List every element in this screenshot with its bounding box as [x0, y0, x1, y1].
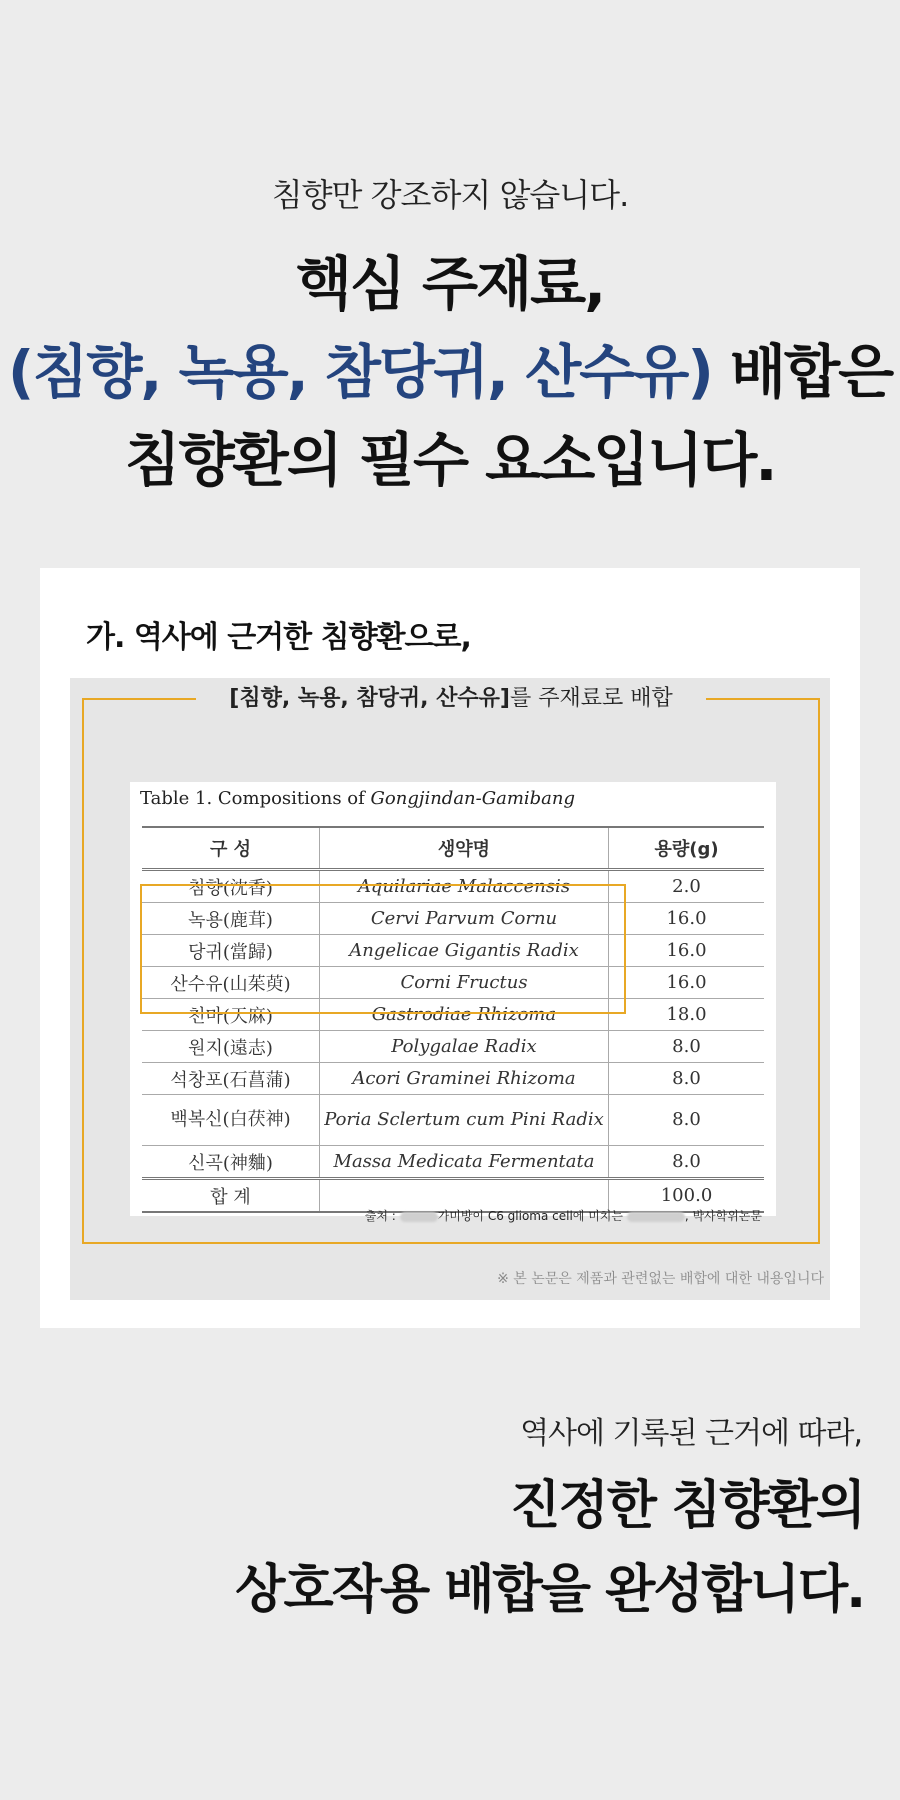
cell-name: 산수유(山茱萸): [142, 967, 320, 999]
cell-name: 침향(沈香): [142, 870, 320, 903]
card-title: 가. 역사에 근거한 침향환으로,: [86, 620, 471, 655]
frame-title-ingredients: [침향, 녹용, 참당귀, 산수유]: [229, 686, 510, 711]
headline-line-1: 핵심 주재료,: [295, 250, 605, 318]
table-row: [142, 1031, 764, 1063]
closing-headline: [235, 1464, 864, 1632]
redacted-text: [627, 1212, 685, 1222]
table-caption-title: Gongjindan-Gamibang: [370, 788, 576, 809]
cell-name: 신곡(神麯): [142, 1146, 320, 1179]
cell-name: 원지(遠志): [142, 1031, 320, 1063]
cell-name: 녹용(鹿茸): [142, 903, 320, 935]
cell-dose: 8.0: [609, 1031, 765, 1063]
total-value: 100.0: [609, 1179, 765, 1213]
column-header: 생약명: [320, 827, 609, 870]
cell-latin: Aquilariae Malaccensis: [320, 870, 609, 903]
cell-dose: 8.0: [609, 1146, 765, 1179]
headline-ingredients: (침향, 녹용, 참당귀, 산수유): [7, 338, 712, 406]
closing-line-1: 진정한 침향환의: [510, 1476, 864, 1536]
cell-name: 석창포(石菖蒲): [142, 1063, 320, 1095]
closing-intro: 역사에 기록된 근거에 따라,: [520, 1416, 862, 1451]
closing-line-2: 상호작용 배합을 완성합니다.: [235, 1560, 864, 1620]
kicker-text: 침향만 강조하지 않습니다.: [271, 176, 629, 214]
source-title: 가미방이 C6 glioma cell에 미치는: [437, 1209, 627, 1223]
headline-line-2-rest: 배합은: [711, 338, 893, 406]
headline-line-3: 침향환의 필수 요소입니다.: [124, 426, 776, 494]
cell-latin: Massa Medicata Fermentata: [320, 1146, 609, 1179]
cell-dose: 16.0: [609, 935, 765, 967]
disclaimer-note: ※ 본 논문은 제품과 관련없는 배합에 대한 내용입니다: [497, 1271, 824, 1287]
cell-latin: Gastrodiae Rhizoma: [320, 999, 609, 1031]
table-row: [142, 1063, 764, 1095]
total-label: 합 계: [142, 1179, 320, 1213]
cell-dose: 18.0: [609, 999, 765, 1031]
cell-dose: 16.0: [609, 967, 765, 999]
table-caption: [140, 788, 575, 809]
headline-line-2: [0, 328, 900, 416]
table-header-row: [142, 827, 764, 870]
table-row: [142, 1146, 764, 1179]
cell-latin: Polygalae Radix: [320, 1031, 609, 1063]
cell-latin: Poria Sclertum cum Pini Radix: [320, 1095, 609, 1146]
evidence-panel: [70, 678, 830, 1300]
column-header: 용량(g): [609, 827, 765, 870]
cell-dose: 8.0: [609, 1063, 765, 1095]
paper-excerpt: [130, 782, 776, 1216]
redacted-text: [400, 1212, 438, 1222]
cell-latin: Acori Graminei Rhizoma: [320, 1063, 609, 1095]
table-row: [142, 1095, 764, 1146]
cell-name: 천마(天麻): [142, 999, 320, 1031]
source-prefix: 출처 :: [364, 1209, 400, 1223]
highlight-frame: [82, 686, 820, 1244]
table-caption-prefix: Table 1. Compositions of: [140, 788, 371, 809]
cell-dose: 16.0: [609, 903, 765, 935]
cell-dose: 8.0: [609, 1095, 765, 1146]
source-suffix: , 박사학위논문: [684, 1209, 762, 1223]
source-citation: [365, 1207, 762, 1224]
cell-latin: Angelicae Gigantis Radix: [320, 935, 609, 967]
main-ingredients-highlight: [140, 884, 626, 1014]
headline: [0, 240, 900, 504]
frame-title: [196, 682, 706, 716]
cell-dose: 2.0: [609, 870, 765, 903]
cell-name: 백복신(白茯神): [142, 1095, 320, 1146]
frame-title-rest: 를 주재료로 배합: [509, 686, 673, 711]
cell-latin: Corni Fructus: [320, 967, 609, 999]
cell-name: 당귀(當歸): [142, 935, 320, 967]
column-header: 구 성: [142, 827, 320, 870]
evidence-card: [40, 568, 860, 1328]
cell-latin: Cervi Parvum Cornu: [320, 903, 609, 935]
